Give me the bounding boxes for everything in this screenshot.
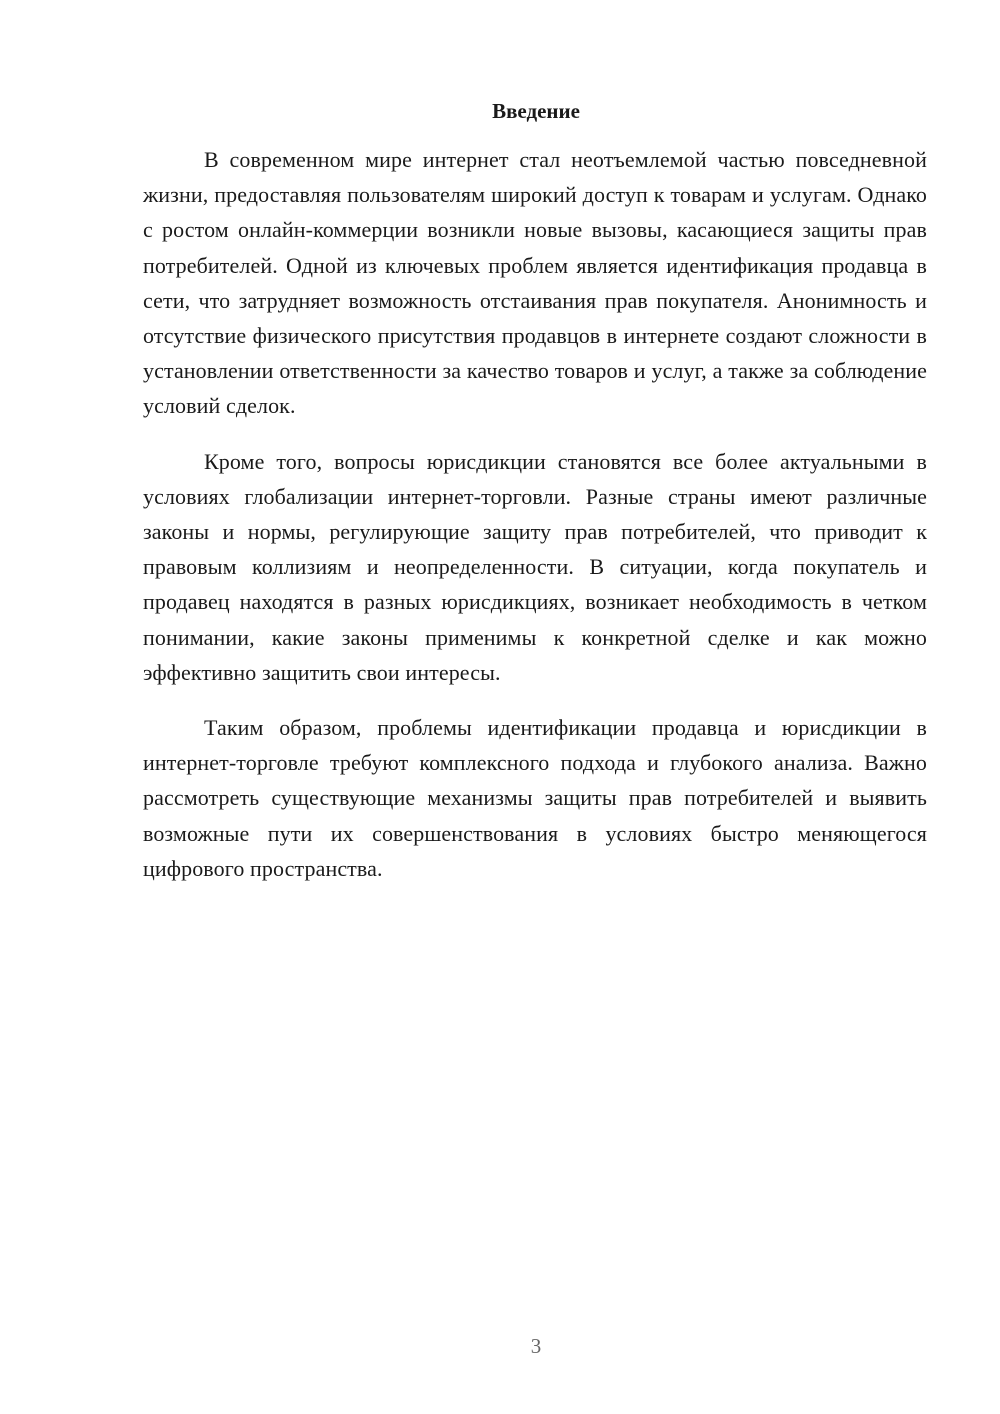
body-text <box>143 142 927 906</box>
paragraph-3: Таким образом, проблемы идентификации продавца и юрисдикции в интернет-торговле требуют комплексного подхода и глубокого анализа. Важно рассмотреть существующие механизмы защиты прав потребителей и выявить возможные пути их совершенствования в условиях быстро меняющегося цифрового пространства. <box>143 715 927 881</box>
page-number: 3 <box>530 1334 542 1358</box>
section-heading: Введение <box>492 99 580 123</box>
paragraph-2: Кроме того, вопросы юрисдикции становятся все более актуальными в условиях глобализации интернет-торговли. Разные страны имеют различные законы и нормы, регулирующие защиту прав потребителей, что приводит к правовым коллизиям и неопределенности. В ситуации, когда покупатель и продавец находятся в разных юрисдикциях, возникает необходимость в четком понимании, какие законы применимы к конкретной сделке и как можно эффективно защитить свои интересы. <box>143 448 927 685</box>
paragraph-1: В современном мире интернет стал неотъемлемой частью повседневной жизни, предоставляя пользователям широкий доступ к товарам и услугам. Однако с ростом онлайн-коммерции возникли новые вызовы, касающиеся защиты прав потребителей. Одной из ключевых проблем является идентификация продавца в сети, что затрудняет возможность отстаивания прав покупателя. Анонимность и отсутствие физического присутствия продавцов в интернете создают сложности в установлении ответственности за качество товаров и услуг, а также за соблюдение условий сделок. <box>143 147 927 419</box>
